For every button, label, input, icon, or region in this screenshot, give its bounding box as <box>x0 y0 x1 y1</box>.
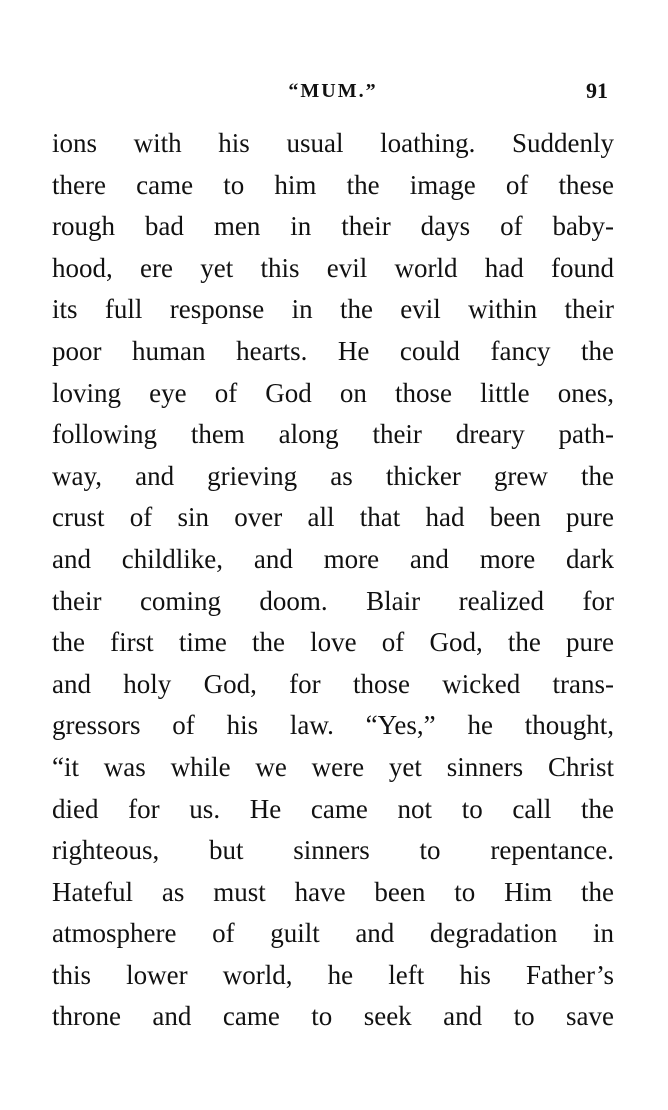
text-line: hood, ere yet this evil world had found <box>52 252 614 283</box>
page-number: 91 <box>586 78 608 103</box>
text-line: this lower world, he left his Father’s <box>52 959 614 990</box>
text-line: there came to him the image of these <box>52 169 614 200</box>
text-line: righteous, but sinners to repentance. <box>52 835 614 866</box>
text-line: their coming doom. Blair realized for <box>52 585 614 616</box>
text-line: “it was while we were yet sinners Christ <box>52 751 614 782</box>
text-line: its full response in the evil within their <box>52 294 614 325</box>
running-title: “MUM.” <box>288 80 378 102</box>
text-line: ions with his usual loathing. Suddenly <box>52 128 614 158</box>
body-text <box>52 123 614 1038</box>
text-line: crust of sin over all that had been pure <box>52 502 614 533</box>
text-line: atmosphere of guilt and degradation in <box>52 918 614 949</box>
text-line: loving eye of God on those little ones, <box>52 377 614 408</box>
text-line: the first time the love of God, the pure <box>52 627 614 658</box>
text-line: gressors of his law. “Yes,” he thought, <box>52 710 614 741</box>
text-line: throne and came to seek and to save <box>52 1001 614 1032</box>
text-line: poor human hearts. He could fancy the <box>52 335 614 366</box>
running-head <box>52 74 614 108</box>
text-line: following them along their dreary path- <box>52 419 614 450</box>
text-line: and holy God, for those wicked trans- <box>52 668 614 699</box>
text-line: rough bad men in their days of baby- <box>52 211 614 242</box>
text-line: way, and grieving as thicker grew the <box>52 460 614 491</box>
text-line: died for us. He came not to call the <box>52 793 614 824</box>
text-line: and childlike, and more and more dark <box>52 543 614 574</box>
text-line: Hateful as must have been to Him the <box>52 876 614 907</box>
